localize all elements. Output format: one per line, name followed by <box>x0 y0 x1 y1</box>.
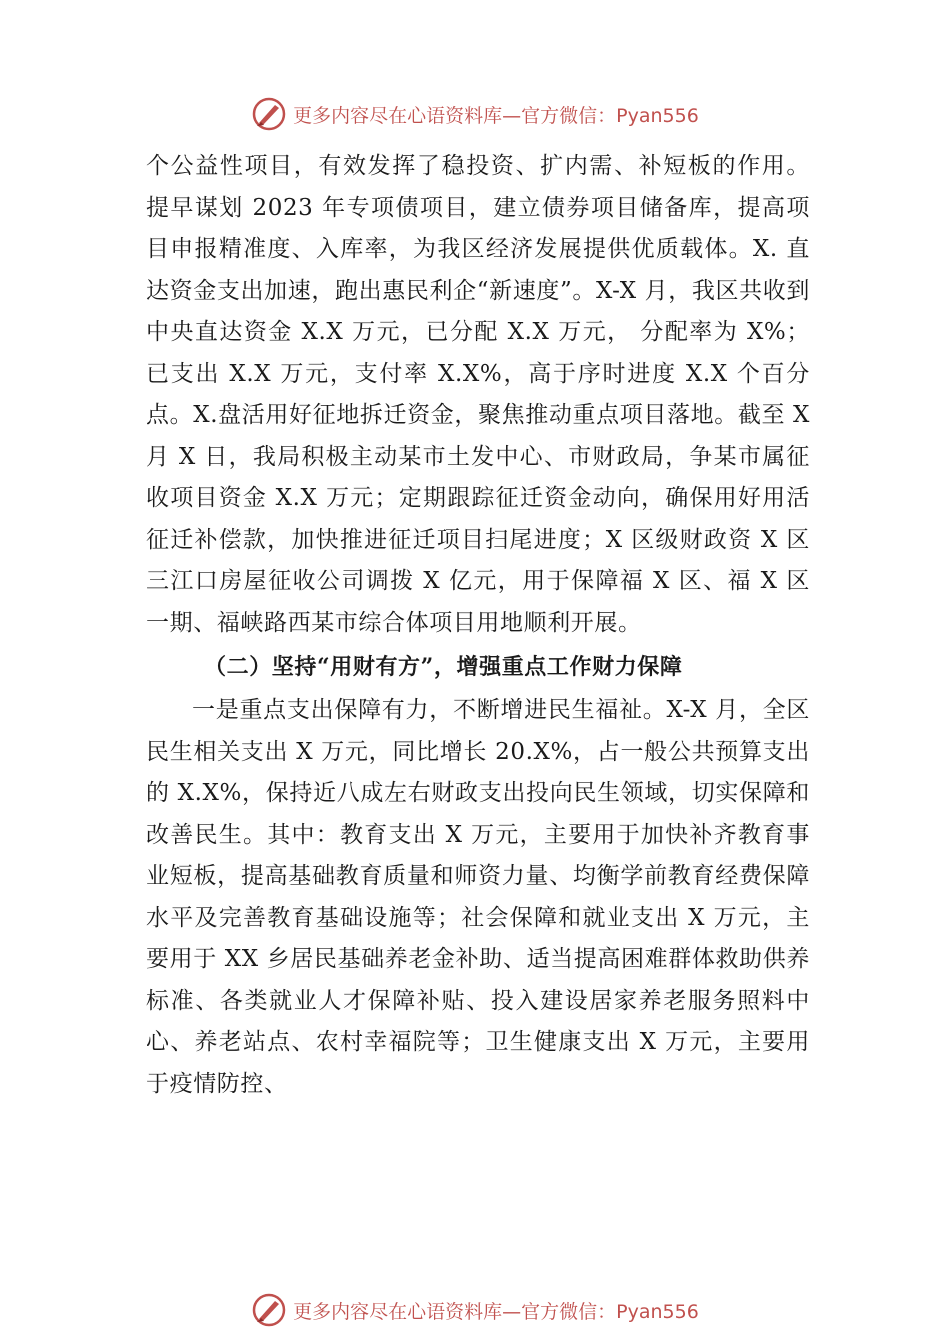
watermark-text: 更多内容尽在心语资料库—官方微信：Pyan556 <box>293 1300 699 1323</box>
footer-watermark <box>0 1290 950 1330</box>
body-paragraph: 一是重点支出保障有力，不断增进民生福祉。X-X 月，全区民生相关支出 X 万元，同比增长 20.X%，占一般公共预算支出的 X.X%，保持近八成左右财政支出投向民生领域，切实保障和改善民生。其中：教育支出 X 万元，主要用于加快补齐教育事业短板，提高基础教育质量和师资力量、均衡学前教育经费保障水平及完善教育基础设施等；社会保障和就业支出 X 万元，主要用于 XX 乡居民基础养老金补助、适当提高困难群体救助供养标准、各类就业人才保障补贴、投入建设居家养老服务照料中心、养老站点、农村幸福院等；卫生健康支出 X 万元，主要用于疫情防控、 <box>146 697 810 1097</box>
section-heading: （二）坚持“用财有方”，增强重点工作财力保障 <box>204 654 683 680</box>
body-paragraph: 个公益性项目，有效发挥了稳投资、扩内需、补短板的作用。 提早谋划 2023 年专项债项目，建立债券项目储备库，提高项目申报精准度、入库率，为我区经济发展提供优质载体。X. 直达资金支出加速，跑出惠民利企“新速度”。X-X 月，我区共收到中央直达资金 X.X 万元，已分配 X.X 万元， 分配率为 X%；已支出 X.X 万元，支付率 X.X%，高于序时进度 X.X 个百分点。X.盘活用好征地拆迁资金，聚焦推动重点项目落地。截至 X 月 X 日，我局积极主动某市土发中心、市财政局，争某市属征收项目资金 X.X 万元；定期跟踪征迁资金动向，确保用好用活征迁补偿款，加快推进征迁项目扫尾进度；X 区级财政资 X 区三江口房屋征收公司调拨 X 亿元，用于保障福 X 区、福 X 区一期、福峡路西某市综合体项目用地顺利开展。 <box>146 153 810 636</box>
pen-logo-icon <box>251 1292 287 1328</box>
pen-logo-icon <box>251 96 287 132</box>
watermark-text: 更多内容尽在心语资料库—官方微信：Pyan556 <box>293 104 699 127</box>
header-watermark <box>0 94 950 134</box>
document-body <box>146 146 810 1105</box>
